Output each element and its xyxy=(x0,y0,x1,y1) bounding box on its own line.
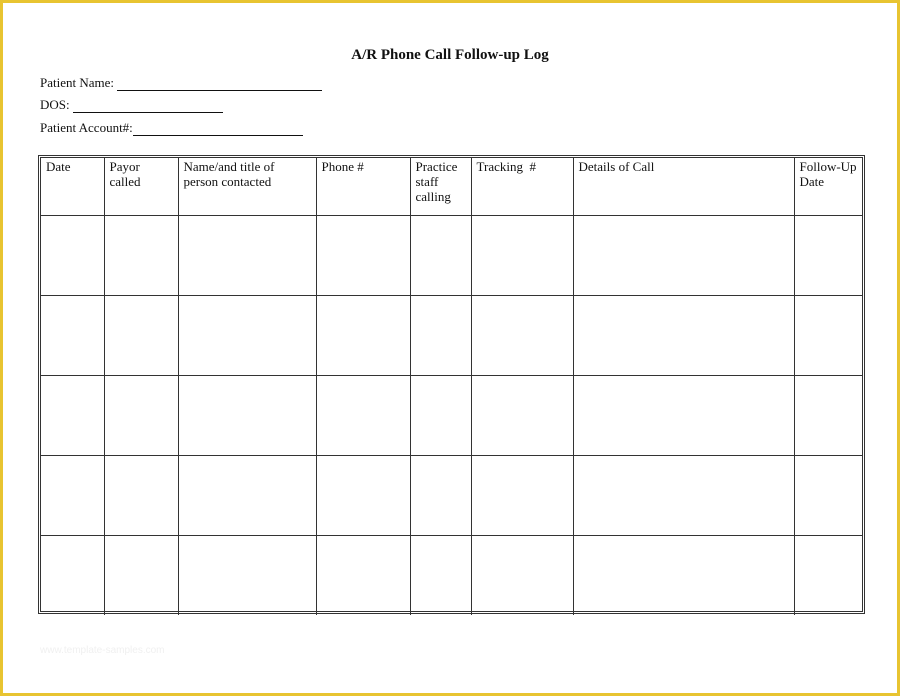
patient-name-blank[interactable] xyxy=(117,78,322,91)
table-cell[interactable] xyxy=(573,295,794,375)
table-cell[interactable] xyxy=(41,295,104,375)
col-tracking: Tracking # xyxy=(471,158,573,215)
table-cell[interactable] xyxy=(41,535,104,615)
table-cell[interactable] xyxy=(573,375,794,455)
table-cell[interactable] xyxy=(573,455,794,535)
dos-label: DOS: xyxy=(40,97,70,112)
table-cell[interactable] xyxy=(471,215,573,295)
patient-account-field xyxy=(40,120,303,136)
table-cell[interactable] xyxy=(794,295,862,375)
col-follow-up-date: Follow-Up Date xyxy=(794,158,862,215)
table-row xyxy=(41,455,862,535)
dos-field xyxy=(40,97,223,113)
table-cell[interactable] xyxy=(178,455,316,535)
table-cell[interactable] xyxy=(794,375,862,455)
table-cell[interactable] xyxy=(41,455,104,535)
table-cell[interactable] xyxy=(573,535,794,615)
log-table xyxy=(41,158,862,615)
dos-blank[interactable] xyxy=(73,100,223,113)
table-cell[interactable] xyxy=(573,215,794,295)
table-cell[interactable] xyxy=(471,295,573,375)
table-row xyxy=(41,535,862,615)
header-row xyxy=(41,158,862,215)
table-cell[interactable] xyxy=(104,215,178,295)
table-row xyxy=(41,375,862,455)
table-cell[interactable] xyxy=(104,455,178,535)
col-payor-called: Payor called xyxy=(104,158,178,215)
table-cell[interactable] xyxy=(410,375,471,455)
log-body xyxy=(41,215,862,615)
table-cell[interactable] xyxy=(316,375,410,455)
table-cell[interactable] xyxy=(794,535,862,615)
table-cell[interactable] xyxy=(316,295,410,375)
watermark: www.template-samples.com xyxy=(40,645,165,656)
table-cell[interactable] xyxy=(178,375,316,455)
patient-account-blank[interactable] xyxy=(133,123,303,136)
table-cell[interactable] xyxy=(104,535,178,615)
table-cell[interactable] xyxy=(794,215,862,295)
table-cell[interactable] xyxy=(410,215,471,295)
table-cell[interactable] xyxy=(41,215,104,295)
table-cell[interactable] xyxy=(471,455,573,535)
log-table-frame xyxy=(38,155,865,614)
table-cell[interactable] xyxy=(316,215,410,295)
patient-name-label: Patient Name: xyxy=(40,75,115,90)
table-cell[interactable] xyxy=(104,295,178,375)
table-row xyxy=(41,215,862,295)
table-cell[interactable] xyxy=(794,455,862,535)
table-cell[interactable] xyxy=(316,455,410,535)
table-cell[interactable] xyxy=(178,215,316,295)
col-practice-staff: Practice staff calling xyxy=(410,158,471,215)
table-cell[interactable] xyxy=(410,455,471,535)
table-cell[interactable] xyxy=(104,375,178,455)
table-cell[interactable] xyxy=(471,535,573,615)
table-cell[interactable] xyxy=(410,295,471,375)
table-cell[interactable] xyxy=(316,535,410,615)
table-row xyxy=(41,295,862,375)
document-title: A/R Phone Call Follow-up Log xyxy=(351,47,549,63)
table-cell[interactable] xyxy=(178,295,316,375)
col-details-of-call: Details of Call xyxy=(573,158,794,215)
table-cell[interactable] xyxy=(41,375,104,455)
col-date: Date xyxy=(41,158,104,215)
patient-account-label: Patient Account#: xyxy=(40,120,133,135)
table-cell[interactable] xyxy=(410,535,471,615)
table-cell[interactable] xyxy=(471,375,573,455)
patient-name-field xyxy=(40,75,322,91)
col-phone: Phone # xyxy=(316,158,410,215)
table-cell[interactable] xyxy=(178,535,316,615)
col-person-contacted: Name/and title of person contacted xyxy=(178,158,316,215)
